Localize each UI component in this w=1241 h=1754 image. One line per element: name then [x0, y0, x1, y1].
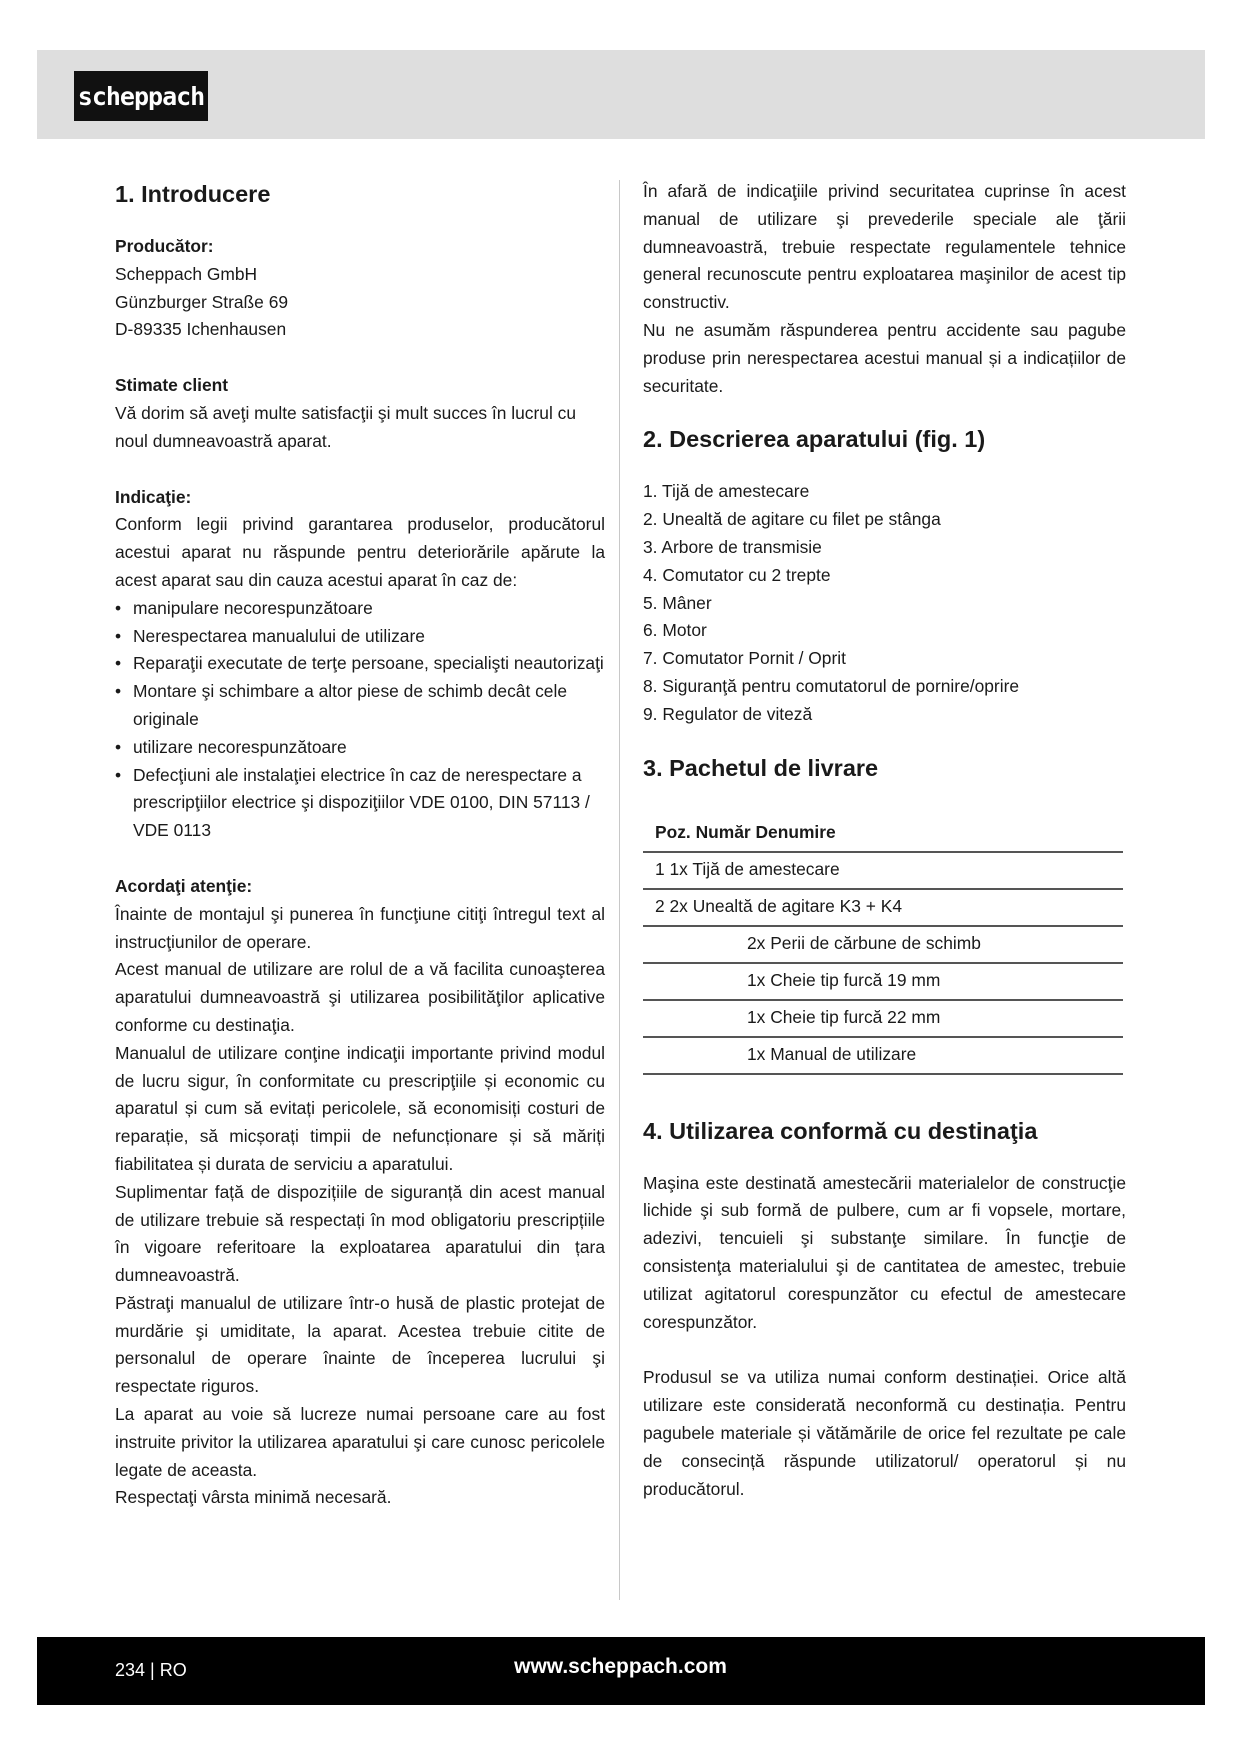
list-item: 6. Motor [643, 620, 707, 641]
table-cell: 1 1x Tijă de amestecare [643, 852, 1123, 889]
note-label: Indicaţie: [115, 486, 192, 507]
attention-paragraph: Suplimentar față de dispozițiile de siguranță din acest manual de utilizare trebuie să respectați în mod obligatoriu prescripțiile în vigoare referitoare la exploatarea aparatului din țara dumneavoastră. [115, 1181, 605, 1286]
parts-list [643, 478, 1126, 728]
table-header: Poz. Număr Denumire [643, 816, 1123, 852]
list-item: • manipulare necorespunzătoare [115, 595, 605, 623]
table-cell: 1x Cheie tip furcă 19 mm [643, 963, 1123, 1000]
safety-paragraph: Nu ne asumăm răspunderea pentru accidente sau pagube produse prin nerespectarea acestui manual și a indicațiilor de securitate. [643, 319, 1126, 396]
list-item: 2. Unealtă de agitare cu filet pe stânga [643, 509, 941, 530]
safety-paragraph: În afară de indicaţiile privind securitatea cuprinse în acest manual de utilizare şi prevederile speciale ale ţării dumneavoastră, trebuie respectate regulamentele tehnice general recunoscute pentru exploatarea maşinilor de acest tip constructiv. [643, 181, 1126, 313]
header-bar [37, 50, 1205, 139]
attention-label: Acordaţi atenţie: [115, 875, 253, 896]
attention-paragraph: Acest manual de utilizare are rolul de a vă facilita cunoaşterea aparatului dumneavoastră şi utilizarea posibilităţilor aplicative conforme cu destinaţia. [115, 959, 605, 1035]
list-item: 8. Siguranţă pentru comutatorul de pornire/oprire [643, 675, 1020, 696]
table-cell: 2x Perii de cărbune de schimb [643, 926, 1123, 963]
table-header-row [643, 816, 1123, 852]
note-list [115, 595, 605, 845]
manufacturer-line: Günzburger Straße 69 [115, 291, 289, 312]
table-cell: 1x Manual de utilizare [643, 1037, 1123, 1074]
section-4-heading: 4. Utilizarea conformă cu destinaţia [643, 1117, 1038, 1144]
delivery-table [643, 816, 1123, 1075]
list-item: 1. Tijă de amestecare [643, 481, 810, 502]
section-1-heading: 1. Introducere [115, 181, 271, 207]
attention-paragraph: Respectaţi vârsta minimă necesară. [115, 1487, 392, 1508]
list-item: • Montare şi schimbare a altor piese de schimb decât cele originale [115, 678, 605, 734]
scheppach-logo: scheppach [74, 71, 208, 121]
use-paragraph: Produsul se va utiliza numai conform destinației. Orice altă utilizare este considerată neconformă cu destinația. Pentru pagubele materiale și vătămările de orice fel rezultate pe cale de consecință răspunde utilizatorul/ operatorul și nu producătorul. [643, 1367, 1126, 1499]
left-column [115, 178, 605, 1512]
manufacturer-line: Scheppach GmbH [115, 263, 258, 284]
list-item: 5. Mâner [643, 592, 712, 613]
right-column [643, 178, 1126, 1503]
attention-paragraph: Manualul de utilizare conţine indicaţii importante privind modul de lucru sigur, în conformitate cu prescripţiile și economic cu aparatul și cum să evitați pericolele, să economisiți costuri de reparație, să micșorați timpii de nefuncționare și să măriți fiabilitatea și durata de serviciu a aparatului. [115, 1042, 605, 1174]
table-row [643, 963, 1123, 1000]
attention-paragraph: La aparat au voie să lucreze numai persoane care au fost instruite privitor la utilizarea aparatului şi care cunosc pericolele legate de aceasta. [115, 1404, 605, 1480]
manufacturer-line: D-89335 Ichenhausen [115, 319, 287, 340]
manufacturer-label: Producător: [115, 236, 214, 256]
list-item: • Nerespectarea manualului de utilizare [115, 623, 605, 651]
note-text: Conform legii privind garantarea produselor, producătorul acestui aparat nu răspunde pentru deteriorările apărute la acest aparat sau din cauza acestui aparat în caz de: [115, 514, 605, 590]
section-3-heading: 3. Pachetul de livrare [643, 754, 879, 781]
table-row [643, 1000, 1123, 1037]
dear-customer-label: Stimate client [115, 375, 229, 396]
table-row [643, 1037, 1123, 1074]
section-2-heading: 2. Descrierea aparatului (fig. 1) [643, 426, 986, 453]
attention-paragraph: Păstraţi manualul de utilizare într-o husă de plastic protejat de murdărie şi umiditate, la aparat. Acestea trebuie citite de personalul de operare înainte de începerea lucrului şi respectate riguros. [115, 1292, 605, 1397]
list-item: 7. Comutator Pornit / Oprit [643, 648, 846, 669]
list-item: 9. Regulator de viteză [643, 703, 813, 724]
use-paragraph: Maşina este destinată amestecării materialelor de construcţie lichide şi sub formă de pulbere, cum ar fi vopsele, mortare, adezivi, tencuieli şi substanţe similare. În funcţie de consistenţa materialului şi de cantitatea de amestec, trebuie utilizat agitatorul corespunzător cu efectul de amestecare corespunzător. [643, 1172, 1126, 1332]
list-item: • Defecţiuni ale instalaţiei electrice în caz de nerespectare a prescripţiilor electrice şi dispoziţiilor VDE 0100, DIN 57113 / VDE 0113 [115, 762, 605, 845]
list-item: 3. Arbore de transmisie [643, 536, 822, 557]
dear-customer-text: Vă dorim să aveţi multe satisfacţii şi mult succes în lucrul cu noul dumneavoastră aparat. [115, 402, 577, 451]
list-item: 4. Comutator cu 2 trepte [643, 564, 831, 585]
column-divider [619, 180, 620, 1600]
website-link[interactable]: www.scheppach.com [514, 1655, 727, 1678]
attention-paragraph: Înainte de montajul şi punerea în funcţiune citiţi întregul text al instrucţiunilor de operare. [115, 903, 605, 952]
table-row [643, 926, 1123, 963]
list-item: • utilizare necorespunzătoare [115, 734, 605, 762]
table-cell: 1x Cheie tip furcă 22 mm [643, 1000, 1123, 1037]
table-cell: 2 2x Unealtă de agitare K3 + K4 [643, 889, 1123, 926]
table-row [643, 852, 1123, 889]
page-number: 234 | RO [115, 1660, 187, 1680]
list-item: • Reparaţii executate de terţe persoane, specialişti neautorizaţi [115, 650, 605, 678]
table-row [643, 889, 1123, 926]
